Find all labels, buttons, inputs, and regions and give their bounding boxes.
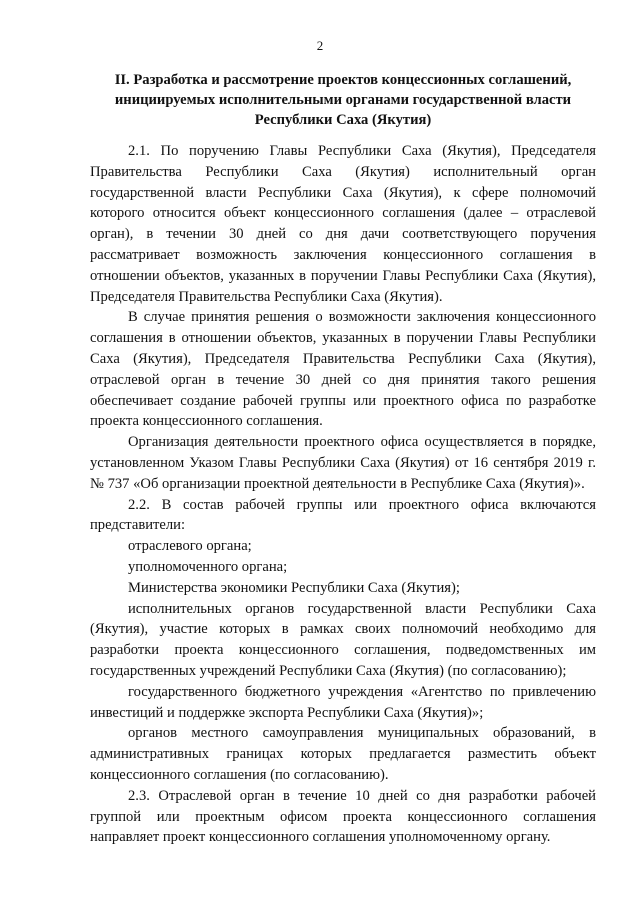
paragraph-2-3: 2.3. Отраслевой орган в течение 10 дней со дня разработки рабочей группой или проектным офисом проекта концессионного соглашения направляет проект концессионного соглашения уполномоченному органу. (90, 787, 596, 846)
paragraph-project-office: Организация деятельности проектного офиса осуществляется в порядке, установленном Указом Главы Республики Саха (Якутия) от 16 сентября 2019 г. № 737 «Об организации проектной деятельности в Республике Саха (Якутия)». (90, 434, 596, 492)
paragraph-decision: В случае принятия решения о возможности заключения концессионного соглашения в отношении объектов, указанных в поручении Главы Республики Саха (Якутия), Председателя Правительства Республики Саха (Якутия), отраслевой орган в течение 30 дней со дня принятия такого решения обеспечивает создание рабочей группы или проектного офиса по разработке проекта концессионного соглашения. (90, 309, 596, 430)
paragraph-2-1: 2.1. По поручению Главы Республики Саха (Якутия), Председателя Правительства Республики Саха (Якутия) исполнительный орган государственной власти Республики Саха (Якутия), к сфере полномочий которого относится объект концессионного соглашения (далее – отраслевой орган), в течении 30 дней со дня дачи соответствующего поручения рассматривает возможность заключения концессионного соглашения в отношении объектов, указанных в поручении Главы Республики Саха (Якутия), Председателя Правительства Республики Саха (Якутия). (90, 143, 596, 305)
list-item-sector-body: отраслевого органа; (128, 538, 252, 555)
document-body (90, 141, 596, 848)
list-item-executive-bodies: исполнительных органов государственной власти Республики Саха (Якутия), участие которых в рамках своих полномочий необходимо для разработки проекта концессионного соглашения, подведомственных им государственных учреждений Республики Саха (Якутия) (по согласованию); (90, 600, 596, 679)
list-item-authorized-body: уполномоченного органа; (128, 558, 288, 575)
section-heading: II. Разработка и рассмотрение проектов концессионных соглашений, инициируемых исполнительными органами государственной власти Республики Саха (Якутия) (114, 72, 572, 128)
list-item-ministry-economy: Министерства экономики Республики Саха (Якутия); (128, 579, 460, 596)
list-item-investment-agency: государственного бюджетного учреждения «Агентство по привлечению инвестиций и поддержке экспорта Республики Саха (Якутия)»; (90, 683, 596, 721)
list-item-local-government: органов местного самоуправления муниципальных образований, в административных границах которых предлагается разместить объект концессионного соглашения (по согласованию). (90, 725, 596, 783)
page-number: 2 (316, 38, 324, 53)
paragraph-2-2: 2.2. В состав рабочей группы или проектного офиса включаются представители: (90, 496, 596, 534)
